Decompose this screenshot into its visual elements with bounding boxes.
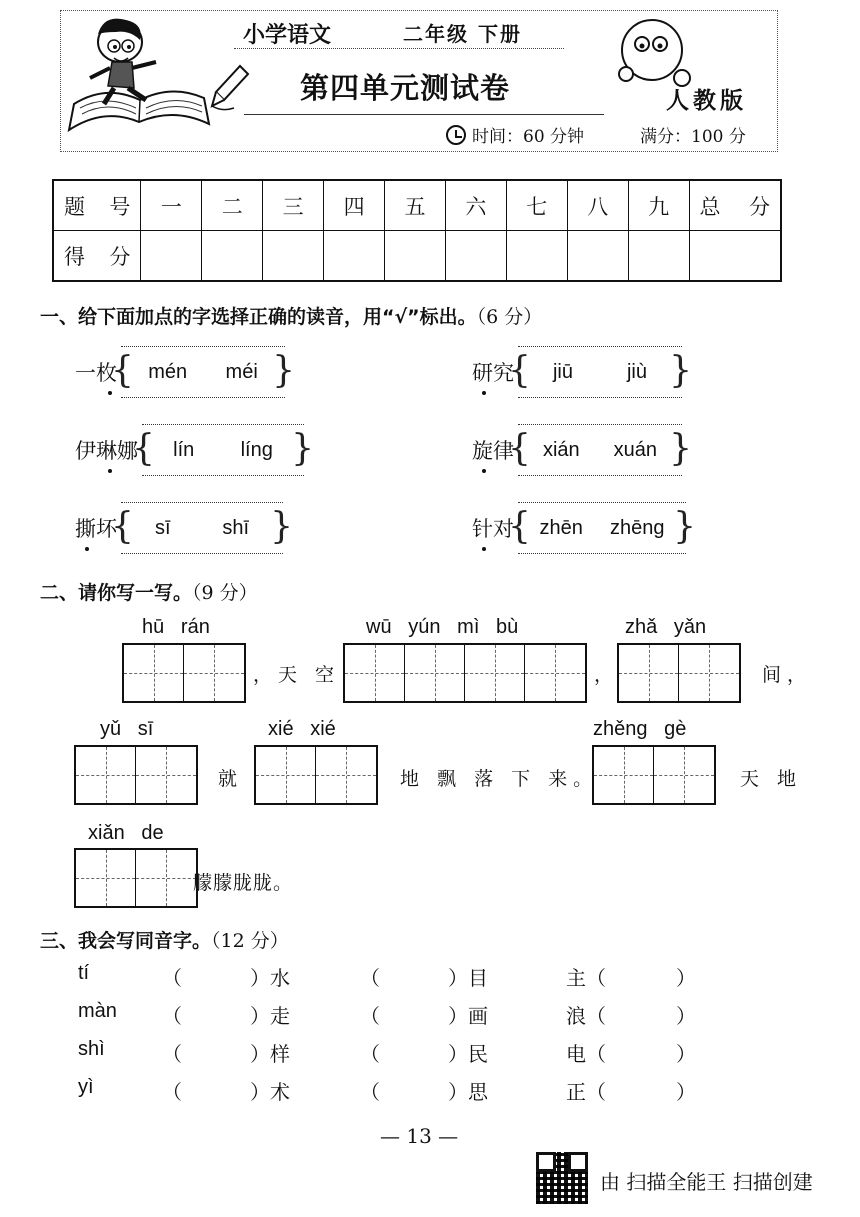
q1-options: [121, 346, 285, 398]
subject-label: 小学语文: [243, 23, 332, 48]
pinyin-prompt: wū yún mì bù: [366, 616, 519, 638]
q1-word: 研究: [472, 357, 514, 387]
q3-close: ）: [676, 1042, 696, 1066]
clock-icon: [446, 125, 466, 145]
pinyin-prompt: xiǎn de: [88, 822, 164, 844]
q3-pinyin: yì: [78, 1076, 94, 1098]
question-number-label: 题 号: [53, 180, 141, 231]
score-table-score-row: [53, 231, 781, 282]
q3-open[interactable]: 电（: [566, 1042, 606, 1066]
q1-item: [75, 424, 304, 476]
score-cell[interactable]: [141, 231, 202, 282]
pinyin-prompt: yǔ sī: [100, 718, 154, 740]
q1-item: [75, 502, 283, 554]
score-table-header-row: [53, 180, 781, 231]
pinyin-option[interactable]: { mén: [148, 360, 188, 383]
section-2-title: [40, 578, 258, 605]
pinyin-option[interactable]: méi: [225, 360, 258, 383]
q1-options: [142, 424, 304, 476]
pinyin-prompt: zhěng gè: [593, 718, 687, 740]
pinyin-option[interactable]: { sī: [154, 516, 171, 539]
section-2-title-text: 二、请你写一写。: [40, 582, 193, 604]
q3-close: ）: [676, 1004, 696, 1028]
column-header: 八: [567, 180, 628, 231]
score-label: 得 分: [53, 231, 141, 282]
column-header: 四: [324, 180, 385, 231]
writing-grid[interactable]: [74, 745, 198, 805]
score-cell[interactable]: [445, 231, 506, 282]
q1-options: [518, 346, 682, 398]
q3-open[interactable]: （: [360, 1042, 380, 1066]
section-3-title-text: 三、我会写同音字。: [40, 930, 212, 952]
pinyin-option[interactable]: zhēng: [609, 516, 665, 539]
sentence-text: 就: [218, 768, 244, 790]
q3-pinyin: shì: [78, 1038, 105, 1060]
q1-item: [75, 346, 285, 398]
writing-grid[interactable]: [343, 643, 587, 703]
q3-open[interactable]: （: [360, 1004, 380, 1028]
q3-close: ）思: [448, 1080, 488, 1104]
qr-code-icon: [536, 1152, 588, 1204]
section-1-points: （6 分）: [476, 306, 543, 328]
time-text: 时间：60 分钟: [472, 127, 585, 147]
total-label: 总 分: [689, 180, 781, 231]
q3-open[interactable]: （: [162, 1042, 182, 1066]
column-header: 六: [445, 180, 506, 231]
section-1-title-text: 一、给下面加点的字选择正确的读音，用“√”标出。: [40, 306, 477, 328]
title-underline: [244, 114, 604, 115]
score-cell[interactable]: [506, 231, 567, 282]
q3-open[interactable]: （: [360, 966, 380, 990]
grade-label: 二年级 下册: [403, 22, 522, 46]
q3-close: ）目: [448, 966, 488, 990]
q3-pinyin: tí: [78, 962, 90, 984]
q3-close: ）民: [448, 1042, 488, 1066]
score-cell[interactable]: [689, 231, 781, 282]
q3-open[interactable]: （: [360, 1080, 380, 1104]
q3-open[interactable]: 浪（: [566, 1004, 606, 1028]
q3-open[interactable]: （: [162, 1080, 182, 1104]
boy-reading-illustration: [64, 12, 214, 137]
writing-grid[interactable]: [592, 745, 716, 805]
pinyin-prompt: xié xié: [268, 718, 336, 740]
edition-label: 人教版: [666, 88, 747, 114]
score-table: [52, 179, 782, 282]
sentence-text: 朦朦胧胧。: [193, 872, 294, 894]
q3-close: ）术: [250, 1080, 290, 1104]
column-header: 二: [202, 180, 263, 231]
sentence-text: 天 地: [740, 768, 803, 790]
pinyin-option[interactable]: { lín: [173, 438, 195, 461]
sentence-text: ，: [594, 664, 620, 686]
pinyin-option[interactable]: jiù: [626, 360, 647, 383]
q1-word: 撕坏: [75, 513, 117, 543]
q1-options: [121, 502, 283, 554]
score-cell[interactable]: [567, 231, 628, 282]
q1-options: [518, 502, 686, 554]
pinyin-option[interactable]: shī: [222, 516, 250, 539]
score-cell[interactable]: [324, 231, 385, 282]
q1-word: 针对: [472, 513, 514, 543]
q1-options: [518, 424, 682, 476]
q3-open[interactable]: （: [162, 1004, 182, 1028]
section-2-points: （9 分）: [192, 582, 258, 604]
q1-item: [472, 502, 686, 554]
column-header: 三: [263, 180, 324, 231]
time-limit: [446, 122, 584, 147]
section-3-title: [40, 926, 289, 953]
q1-word: 伊琳娜: [75, 435, 138, 465]
q1-item: [472, 424, 682, 476]
column-header: 七: [506, 180, 567, 231]
q3-pinyin: màn: [78, 1000, 117, 1022]
q3-close: ）画: [448, 1004, 488, 1028]
writing-grid[interactable]: [617, 643, 741, 703]
pinyin-option[interactable]: { zhēn: [539, 516, 583, 539]
column-header: 五: [385, 180, 446, 231]
sentence-text: 地 飘 落 下 来。: [400, 768, 599, 790]
q3-close: ）: [676, 1080, 696, 1104]
pinyin-option[interactable]: xuán: [613, 438, 657, 461]
q3-open[interactable]: 主（: [566, 966, 606, 990]
q1-item: [472, 346, 682, 398]
column-header: 一: [141, 180, 202, 231]
pinyin-prompt: zhǎ yǎn: [625, 616, 707, 638]
sentence-text: 间，: [762, 664, 813, 686]
q1-word: 旋律: [472, 435, 514, 465]
pencil-icon: [210, 64, 250, 114]
score-cell[interactable]: [202, 231, 263, 282]
pinyin-prompt: hū rán: [142, 616, 210, 638]
q3-close: ）样: [250, 1042, 290, 1066]
q3-open[interactable]: 正（: [566, 1080, 606, 1104]
writing-grid[interactable]: [254, 745, 378, 805]
full-score: 满分：100 分: [640, 127, 746, 147]
section-3-points: （12 分）: [211, 930, 289, 952]
q3-open[interactable]: （: [162, 966, 182, 990]
q1-word: 一枚: [75, 357, 117, 387]
sentence-text: ，天 空: [253, 664, 341, 686]
q3-close: ）水: [250, 966, 290, 990]
score-cell[interactable]: [385, 231, 446, 282]
page-number: — 13 —: [380, 1124, 459, 1148]
subheader-divider: [234, 48, 564, 49]
writing-grid[interactable]: [74, 848, 198, 908]
column-header: 九: [628, 180, 689, 231]
scanner-watermark: 由 扫描全能王 扫描创建: [600, 1170, 813, 1194]
pinyin-option[interactable]: { jiū: [552, 360, 573, 383]
score-cell[interactable]: [263, 231, 324, 282]
pinyin-option[interactable]: { xián: [542, 438, 580, 461]
q3-close: ）走: [250, 1004, 290, 1028]
section-1-title: [40, 302, 542, 329]
pinyin-option[interactable]: líng: [240, 438, 273, 461]
q3-close: ）: [676, 966, 696, 990]
writing-grid[interactable]: [122, 643, 246, 703]
page-title: 第四单元测试卷: [300, 71, 511, 105]
score-cell[interactable]: [628, 231, 689, 282]
